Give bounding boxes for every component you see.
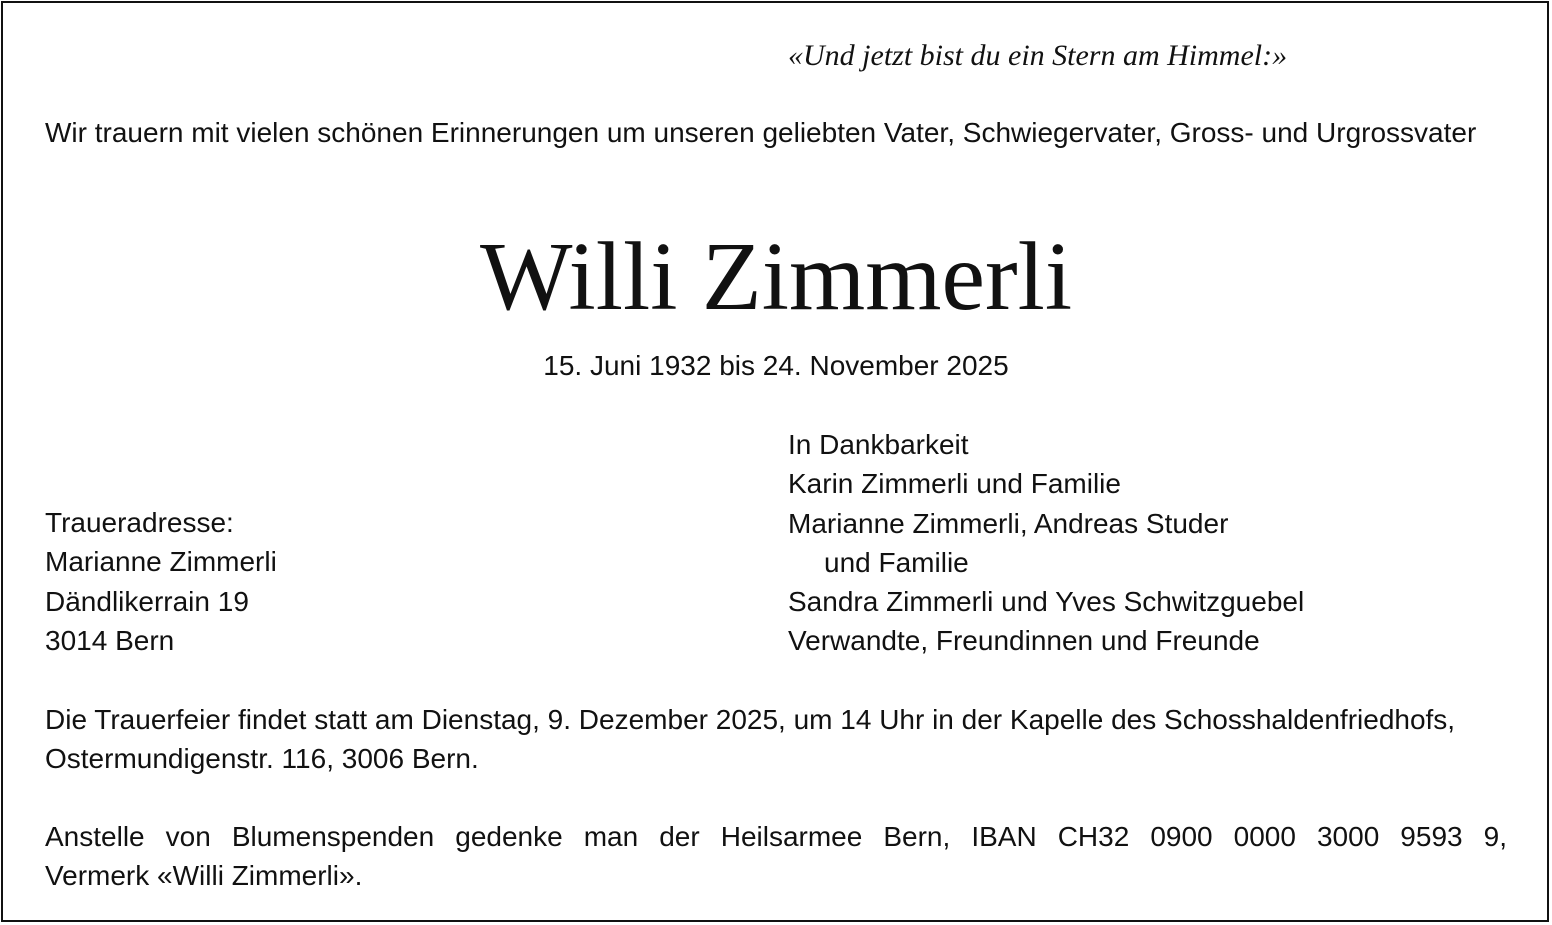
service-line: Die Trauerfeier findet statt am Dienstag, 9. Dezember 2025, um 14 Uhr in der Kapelle des Schosshaldenfriedhofs,	[45, 704, 1456, 735]
service-line: Ostermundigenstr. 116, 3006 Bern.	[45, 743, 479, 774]
address-label: Traueradresse:	[45, 507, 234, 538]
address-city: 3014 Bern	[45, 624, 175, 656]
mourner-line: Verwandte, Freundinnen und Freunde	[788, 625, 1260, 657]
donation-line: Vermerk «Willi Zimmerli».	[45, 860, 363, 891]
funeral-service-info	[45, 700, 1507, 778]
address-street: Dändlikerrain 19	[45, 585, 249, 617]
mourner-line: Karin Zimmerli und Familie	[788, 468, 1121, 500]
motto-quote: «Und jetzt bist du ein Stern am Himmel:»	[788, 39, 1288, 72]
intro-text: Wir trauern mit vielen schönen Erinnerungen um unseren geliebten Vater, Schwiegervater, Gross- und Urgrossvater	[45, 117, 1477, 148]
mourner-line: und Familie	[824, 546, 969, 578]
mourners-list	[788, 425, 1304, 661]
address-name: Marianne Zimmerli	[45, 546, 277, 578]
donation-line: Anstelle von Blumenspenden gedenke man der Heilsarmee Bern, IBAN CH32 0900 0000 3000 9593 9,	[45, 821, 1507, 852]
deceased-name: Willi Zimmerli	[479, 223, 1073, 331]
life-dates: 15. Juni 1932 bis 24. November 2025	[543, 350, 1009, 381]
mourner-line: Sandra Zimmerli und Yves Schwitzguebel	[788, 586, 1305, 618]
mourning-address	[45, 503, 277, 660]
mourners-heading: In Dankbarkeit	[788, 429, 969, 460]
donation-info	[45, 817, 1507, 895]
mourner-line: Marianne Zimmerli, Andreas Studer	[788, 507, 1229, 539]
